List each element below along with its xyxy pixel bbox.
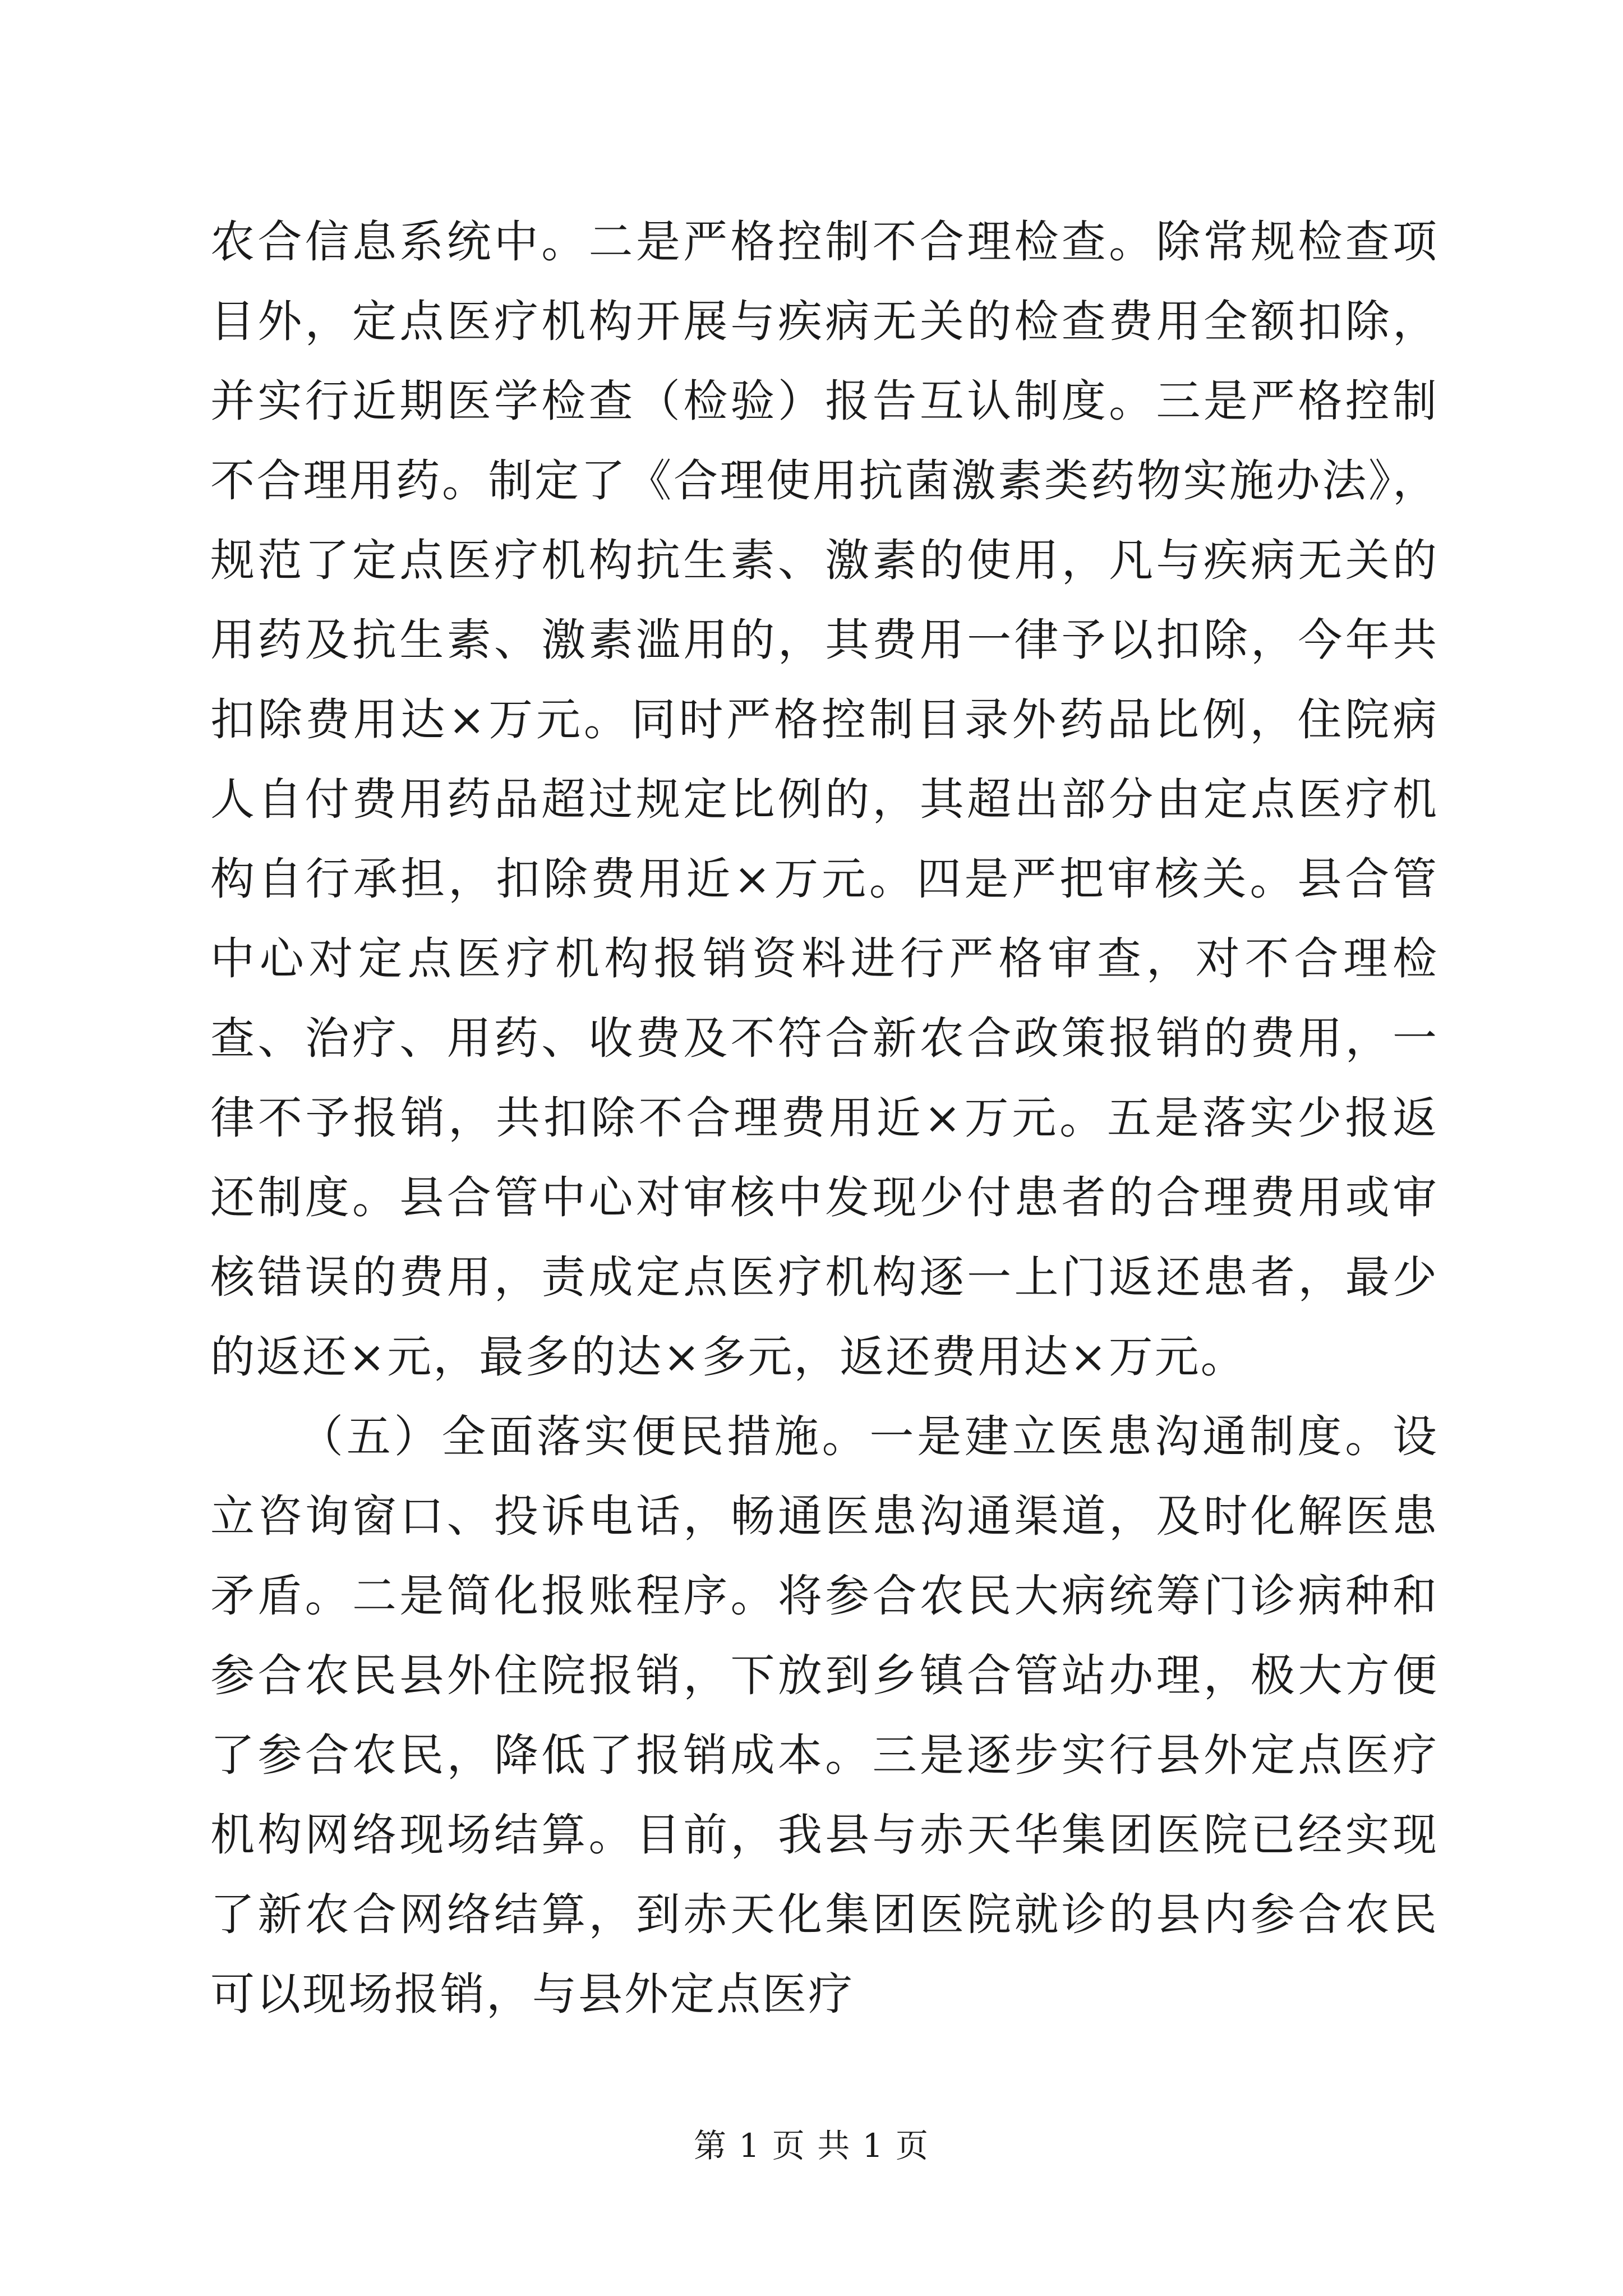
paragraph-section-five: （五）全面落实便民措施。一是建立医患沟通制度。设立咨询窗口、投诉电话，畅通医患沟通渠道，及时化解医患矛盾。二是简化报账程序。将参合农民大病统筹门诊病种和参合农民县外住院报销，下放到乡镇合管站办理，极大方便了参合农民，降低了报销成本。三是逐步实行县外定点医疗机构网络现场结算。目前，我县与赤天华集团医院已经实现了新农合网络结算，到赤天化集团医院就诊的县内参合农民可以现场报销，与县外定点医疗 <box>210 1411 1438 2020</box>
body-text <box>210 202 1438 2034</box>
page-footer: 第 1 页 共 1 页 <box>694 2127 929 2165</box>
paragraph-continuation: 农合信息系统中。二是严格控制不合理检查。除常规检查项目外，定点医疗机构开展与疾病无关的检查费用全额扣除，并实行近期医学检查（检验）报告互认制度。三是严格控制不合理用药。制定了《合理使用抗菌激素类药物实施办法》，规范了定点医疗机构抗生素、激素的使用，凡与疾病无关的用药及抗生素、激素滥用的，其费用一律予以扣除，今年共扣除费用达×万元。同时严格控制目录外药品比例，住院病人自付费用药品超过规定比例的，其超出部分由定点医疗机构自行承担，扣除费用近×万元。四是严把审核关。县合管中心对定点医疗机构报销资料进行严格审查，对不合理检查、治疗、用药、收费及不符合新农合政策报销的费用，一律不予报销，共扣除不合理费用近×万元。五是落实少报返还制度。县合管中心对审核中发现少付患者的合理费用或审核错误的费用，责成定点医疗机构逐一上门返还患者，最少的返还×元，最多的达×多元，返还费用达×万元。 <box>210 216 1438 1383</box>
